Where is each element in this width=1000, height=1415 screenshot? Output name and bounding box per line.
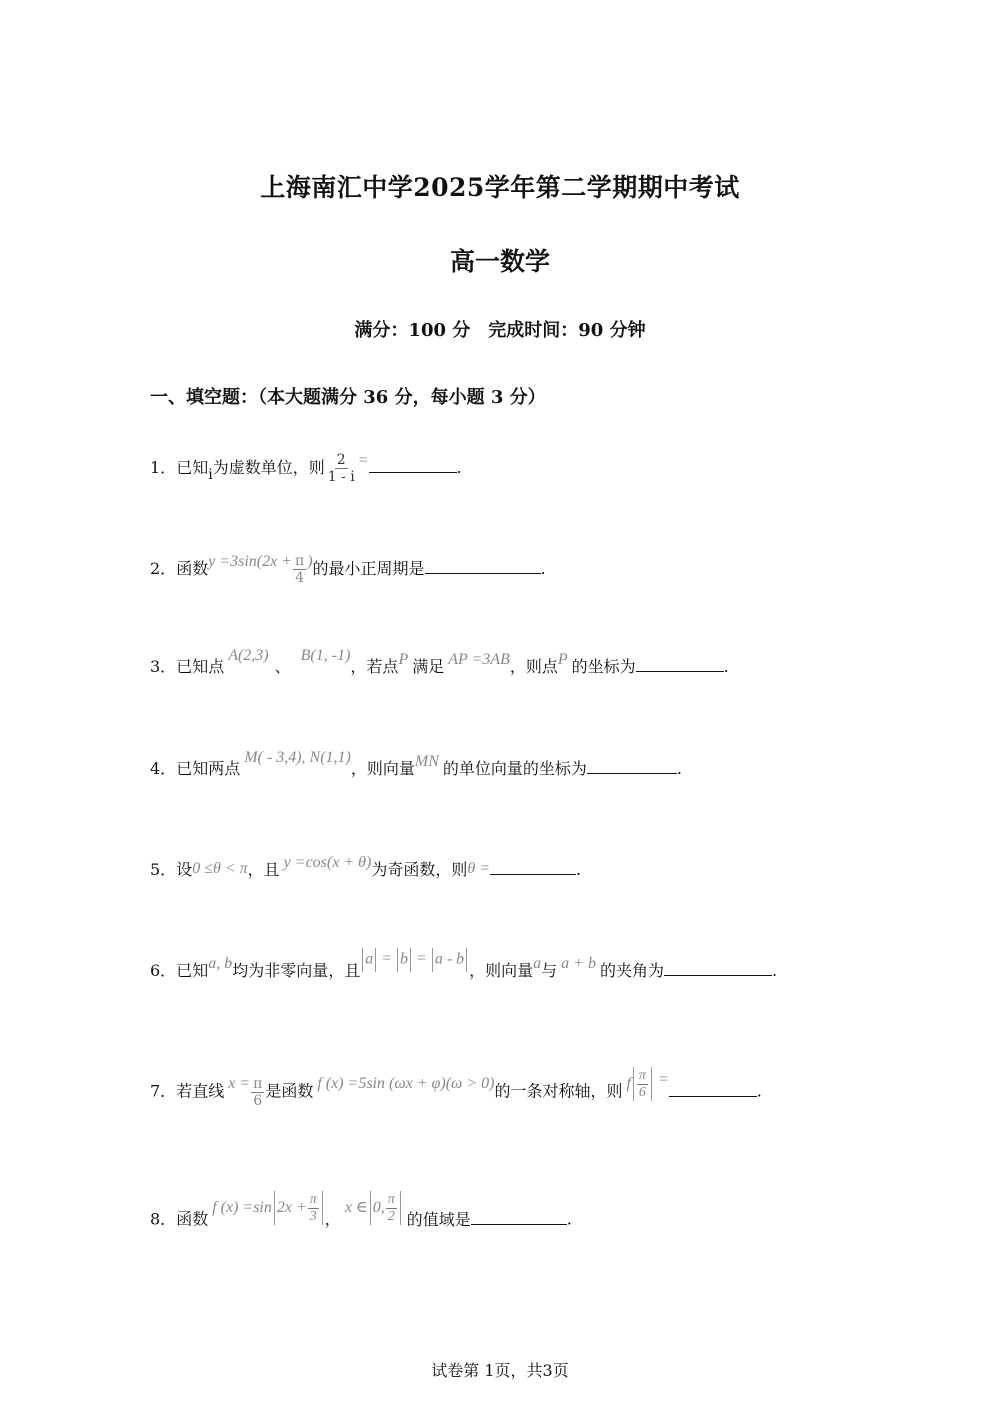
question-text: 的值域是 — [406, 1209, 471, 1229]
math-function: f (x) =5sin (ωx + φ)(ω > 0) — [317, 1075, 495, 1092]
math-a: a — [365, 950, 374, 968]
question-3 — [150, 646, 729, 678]
question-text: ，且 — [247, 860, 280, 879]
page-footer: 试卷第 1页，共3页 — [431, 1361, 569, 1380]
abs-bar — [466, 948, 467, 972]
question-text: 已知 — [176, 458, 209, 477]
bracket-left — [370, 1191, 371, 1225]
answer-blank[interactable] — [669, 1080, 757, 1097]
question-8 — [150, 1191, 572, 1237]
math-a-minus-b: a - b — [434, 950, 465, 968]
math-fraction — [386, 1192, 397, 1225]
answer-blank[interactable] — [425, 557, 541, 574]
question-7 — [150, 1067, 762, 1109]
math-close: ) — [307, 552, 313, 570]
math-fraction — [637, 1068, 648, 1101]
question-text: 设 — [176, 860, 193, 879]
question-end: . — [756, 1081, 762, 1101]
question-text: ，则向量 — [350, 759, 415, 778]
question-end: . — [566, 1209, 572, 1229]
question-text: 、 — [274, 657, 291, 676]
abs-bar — [362, 948, 363, 972]
answer-blank[interactable] — [490, 858, 576, 875]
math-vector-mn: MN — [414, 752, 439, 770]
question-number: 5． — [150, 860, 177, 879]
math-x-in: x ∈ — [344, 1199, 368, 1216]
math-var-p: P — [557, 650, 568, 668]
fraction-numerator: π — [309, 1191, 317, 1207]
question-number: 7． — [150, 1081, 177, 1101]
exam-info: 满分：100 分 完成时间：90 分钟 — [354, 320, 646, 341]
answer-blank[interactable] — [471, 1208, 567, 1225]
question-text: 与 — [541, 961, 558, 980]
math-x-equals: x = — [228, 1075, 251, 1092]
fraction-denominator: 1 - i — [327, 469, 355, 485]
answer-blank[interactable] — [587, 757, 677, 774]
math-equals: = — [416, 950, 427, 968]
fraction-numerator: π — [387, 1191, 395, 1207]
math-paren-group — [272, 1191, 325, 1225]
fraction-numerator: π — [253, 1075, 263, 1092]
fraction-denominator: 6 — [638, 1084, 646, 1100]
question-text: ， — [324, 1209, 341, 1229]
question-number: 2． — [150, 559, 177, 578]
question-text: 是函数 — [265, 1081, 314, 1101]
math-var-p: P — [398, 650, 409, 668]
answer-blank[interactable] — [636, 655, 724, 672]
fraction-denominator: 4 — [295, 570, 305, 586]
question-text: 已知两点 — [176, 759, 241, 778]
math-point-b: B(1, -1) — [300, 646, 351, 664]
question-text: ，则向量 — [469, 961, 534, 980]
answer-blank[interactable] — [664, 959, 772, 976]
math-fraction — [293, 553, 306, 586]
exam-title: 上海南汇中学2025学年第二学期期中考试 — [260, 173, 740, 202]
math-inner: 0, — [372, 1199, 385, 1216]
question-end: . — [676, 759, 682, 778]
math-equals: = — [381, 950, 393, 968]
math-theta: θ = — [467, 859, 490, 877]
question-text: 的最小正周期是 — [312, 559, 425, 578]
question-4 — [150, 748, 682, 780]
math-paren-group — [631, 1067, 654, 1101]
abs-bar — [375, 948, 376, 972]
question-text: 的坐标为 — [571, 657, 636, 676]
answer-blank[interactable] — [369, 456, 457, 473]
math-expression: y =3sin(2x + — [208, 552, 292, 570]
math-relation: AP =3AB — [448, 650, 510, 668]
math-fraction — [251, 1076, 264, 1109]
question-text: 满足 — [412, 657, 445, 676]
math-fraction — [308, 1192, 319, 1225]
paren-right — [322, 1191, 323, 1225]
math-a: a — [533, 954, 542, 972]
question-end: . — [456, 458, 462, 477]
math-norm-equation — [360, 948, 469, 972]
question-number: 3． — [150, 657, 177, 676]
question-number: 8． — [150, 1209, 177, 1229]
question-6 — [150, 950, 778, 984]
math-var-i: i — [208, 467, 213, 483]
question-end: . — [723, 657, 729, 676]
question-text: 函数 — [176, 559, 209, 578]
question-end: . — [575, 860, 582, 879]
question-number: 1． — [150, 458, 177, 477]
abs-bar — [432, 948, 433, 972]
fraction-numerator: π — [638, 1067, 646, 1083]
math-points: M( - 3,4), N(1,1) — [244, 748, 351, 766]
paren-left — [633, 1067, 634, 1101]
question-5 — [150, 853, 582, 881]
question-text: 的单位向量的坐标为 — [442, 759, 587, 778]
math-interval-group — [368, 1191, 403, 1225]
question-number: 6． — [150, 961, 177, 980]
question-text: 的一条对称轴，则 — [494, 1081, 623, 1101]
question-end: . — [540, 559, 546, 578]
question-number: 4． — [150, 759, 177, 778]
question-text: 为虚数单位，则 — [212, 458, 325, 477]
question-text: 若直线 — [176, 1081, 225, 1101]
math-range: 0 ≤θ < π — [192, 859, 248, 877]
bracket-right — [400, 1191, 401, 1225]
math-b: b — [400, 950, 409, 968]
fraction-denominator: 2 — [387, 1208, 395, 1224]
section-heading: 一、填空题：（本大题满分 36 分，每小题 3 分） — [150, 387, 546, 408]
question-2 — [150, 553, 546, 586]
math-equals: = — [357, 451, 369, 469]
paren-right — [651, 1067, 652, 1101]
abs-bar — [397, 948, 398, 972]
math-inner: 2x + — [276, 1199, 307, 1216]
question-text: 已知 — [176, 961, 209, 980]
paren-left — [274, 1191, 275, 1225]
fraction-numerator: π — [295, 553, 305, 569]
math-a-plus-b: a + b — [561, 954, 596, 972]
math-f: f — [626, 1075, 631, 1092]
question-1 — [150, 452, 462, 485]
subject-title: 高一数学 — [449, 247, 550, 276]
math-function: f (x) =sin — [212, 1199, 272, 1216]
question-text: 均为非零向量，且 — [232, 961, 361, 980]
question-text: ，若点 — [350, 657, 399, 676]
question-end: . — [771, 961, 778, 980]
abs-bar — [410, 948, 411, 972]
fraction-denominator: 6 — [253, 1092, 263, 1109]
math-function: y =cos(x + θ) — [283, 853, 372, 871]
fraction-numerator: 2 — [336, 452, 346, 468]
question-text: 为奇函数，则 — [371, 860, 468, 879]
question-text: 函数 — [176, 1209, 209, 1229]
question-text: 已知点 — [176, 657, 225, 676]
question-text: 的夹角为 — [599, 961, 664, 980]
math-fraction — [326, 452, 357, 485]
question-text: ，则点 — [509, 657, 558, 676]
fraction-denominator: 3 — [309, 1208, 317, 1224]
math-equals: = — [657, 1071, 669, 1088]
math-point-a: A(2,3) — [228, 646, 269, 664]
math-vars: a, b — [208, 954, 233, 972]
